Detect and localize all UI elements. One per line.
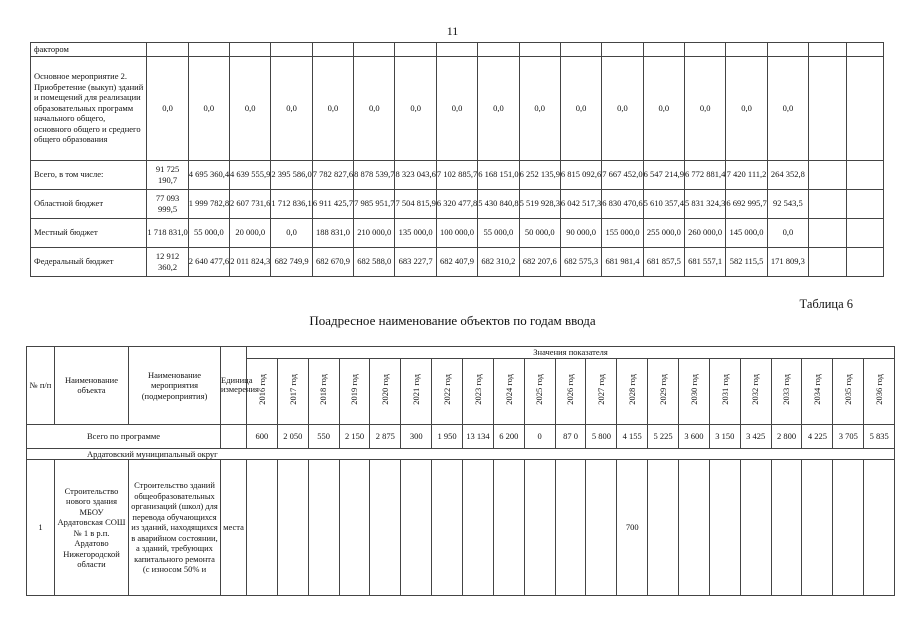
row-label: Областной бюджет [31,189,147,218]
value-cell: 6 252 135,9 [519,160,560,189]
total-label: Всего по программе [27,424,221,448]
total-unit [221,424,247,448]
year-label: 2025 год [534,374,545,406]
value-cell: 6 547 214,9 [643,160,684,189]
empty-cell [809,247,846,276]
value-cell [308,460,339,596]
empty-cell [809,218,846,247]
value-cell [524,460,555,596]
value-cell [560,43,601,57]
year-header [833,358,864,424]
value-cell: 171 809,3 [767,247,808,276]
value-cell [147,43,188,57]
value-cell: 5 430 840,8 [478,189,519,218]
value-cell: 682 575,3 [560,247,601,276]
year-header [740,358,771,424]
year-header [802,358,833,424]
value-cell: 155 000,0 [602,218,643,247]
total-cell: 550 [308,424,339,448]
value-cell: 145 000,0 [726,218,767,247]
value-cell: 0,0 [147,56,188,160]
year-header [432,358,463,424]
header-values-group: Значения показателя [247,347,895,359]
value-cell: 681 557,1 [685,247,726,276]
value-cell: 6 168 151,0 [478,160,519,189]
value-cell: 582 115,5 [726,247,767,276]
budget-table [30,42,884,277]
value-cell [247,460,278,596]
year-header [463,358,494,424]
value-cell: 0,0 [643,56,684,160]
row-object: Строительство нового здания МБОУ Ардатовская СОШ № 1 в р.п. Ардатово Нижегородской области [55,460,129,596]
value-cell: 77 093 999,5 [147,189,188,218]
empty-cell [846,247,884,276]
value-cell: 5 519 928,3 [519,189,560,218]
row-label: Федеральный бюджет [31,247,147,276]
total-cell: 3 600 [679,424,710,448]
value-cell: 682 207,6 [519,247,560,276]
value-cell: 682 670,9 [312,247,353,276]
value-cell: 1 999 782,8 [188,189,229,218]
value-cell: 135 000,0 [395,218,436,247]
year-header [586,358,617,424]
value-cell [726,43,767,57]
row-label: Основное мероприятие 2. Приобретение (выкуп) зданий и помещений для реализации образовательных программ начального общего, основного общего и среднего общего образования [31,56,147,160]
value-cell [648,460,679,596]
total-cell: 2 150 [339,424,370,448]
value-cell: 2 395 586,0 [271,160,312,189]
total-cell: 5 225 [648,424,679,448]
value-cell: 2 607 731,6 [230,189,271,218]
value-cell: 0,0 [354,56,395,160]
total-cell: 5 835 [864,424,895,448]
empty-cell [846,189,884,218]
value-cell: 0,0 [602,56,643,160]
section-row: Ардатовский муниципальный округ [27,448,895,460]
value-cell: 7 667 452,0 [602,160,643,189]
year-label: 2035 год [843,374,853,406]
value-cell: 682 749,9 [271,247,312,276]
row-measure: Строительство зданий общеобразовательных организаций (школ) для перевода обучающихся из зданий, находящихся в аварийном состоянии, а зданий, требующих капитального ремонта (с износом 50% и [129,460,221,596]
empty-cell [846,43,884,57]
value-cell [436,43,477,57]
value-cell: 6 911 425,7 [312,189,353,218]
value-cell: 7 985 951,7 [354,189,395,218]
value-cell: 0,0 [519,56,560,160]
total-cell: 300 [401,424,432,448]
value-cell: 5 831 324,3 [685,189,726,218]
value-cell: 0,0 [726,56,767,160]
total-cell: 5 800 [586,424,617,448]
value-cell [188,43,229,57]
year-label: 2030 год [688,374,699,406]
value-cell [354,43,395,57]
table-row [31,160,884,189]
table-title: Поадресное наименование объектов по годам ввода [309,313,596,328]
year-header [339,358,370,424]
year-header [864,358,895,424]
value-cell: 2 011 824,3 [230,247,271,276]
value-cell: 188 831,0 [312,218,353,247]
value-cell: 92 543,5 [767,189,808,218]
value-cell [767,43,808,57]
year-label: 2016 год [256,374,267,406]
empty-cell [809,56,846,160]
value-cell [493,460,524,596]
year-header [308,358,339,424]
value-cell [271,43,312,57]
year-label: 2033 год [781,374,792,406]
value-cell: 0,0 [685,56,726,160]
total-cell: 2 800 [771,424,802,448]
value-cell: 0,0 [271,56,312,160]
year-header [524,358,555,424]
empty-cell [809,189,846,218]
value-cell: 0,0 [767,218,808,247]
total-cell: 1 950 [432,424,463,448]
value-cell: 0,0 [395,56,436,160]
value-cell [802,460,833,596]
total-cell: 2 875 [370,424,401,448]
value-cell: 4 695 360,4 [188,160,229,189]
year-label: 2032 год [750,374,761,406]
value-cell: 20 000,0 [230,218,271,247]
year-label: 2024 год [503,374,514,406]
year-label: 2018 год [318,374,329,406]
row-unit: места [221,460,247,596]
value-cell: 90 000,0 [560,218,601,247]
empty-cell [846,160,884,189]
year-header [679,358,710,424]
value-cell [395,43,436,57]
header-unit: Единица измерения [221,347,247,425]
value-cell: 260 000,0 [685,218,726,247]
value-cell [339,460,370,596]
value-cell: 1 718 831,0 [147,218,188,247]
value-cell [277,460,308,596]
objects-table [26,346,895,596]
year-header [555,358,586,424]
value-cell: 7 420 111,2 [726,160,767,189]
year-label: 2021 год [410,374,421,406]
header-measure: Наименование мероприятия (подмероприятия) [129,347,221,425]
year-label: 2023 год [472,374,483,406]
year-header [617,358,648,424]
value-cell: 0,0 [230,56,271,160]
value-cell [555,460,586,596]
year-header [370,358,401,424]
value-cell [864,460,895,596]
value-cell: 8 878 539,7 [354,160,395,189]
value-cell [370,460,401,596]
value-cell: 4 639 555,9 [230,160,271,189]
value-cell: 6 815 092,6 [560,160,601,189]
row-label: Местный бюджет [31,218,147,247]
empty-cell [809,160,846,189]
value-cell: 12 912 360,2 [147,247,188,276]
value-cell: 55 000,0 [188,218,229,247]
row-label: фактором [31,43,147,57]
empty-cell [846,56,884,160]
value-cell: 0,0 [767,56,808,160]
table-row [31,56,884,160]
value-cell: 55 000,0 [478,218,519,247]
year-header [709,358,740,424]
value-cell [685,43,726,57]
total-cell: 13 134 [463,424,494,448]
value-cell: 0,0 [312,56,353,160]
total-cell: 2 050 [277,424,308,448]
value-cell [230,43,271,57]
value-cell: 91 725 190,7 [147,160,188,189]
value-cell: 2 640 477,6 [188,247,229,276]
value-cell [740,460,771,596]
year-header [771,358,802,424]
empty-cell [809,43,846,57]
value-cell [432,460,463,596]
value-cell: 6 830 470,6 [602,189,643,218]
value-cell: 0,0 [560,56,601,160]
total-cell: 87 0 [555,424,586,448]
value-cell [312,43,353,57]
empty-cell [846,218,884,247]
table-row [31,189,884,218]
value-cell: 8 323 043,6 [395,160,436,189]
value-cell [643,43,684,57]
header-num: № п/п [27,347,55,425]
page-number: 11 [446,24,459,38]
value-cell: 0,0 [188,56,229,160]
year-label: 2034 год [812,374,823,406]
year-label: 2026 год [565,374,576,406]
value-cell [478,43,519,57]
value-cell [709,460,740,596]
value-cell: 0,0 [478,56,519,160]
value-cell: 681 981,4 [602,247,643,276]
year-label: 2019 год [349,374,360,406]
total-cell: 600 [247,424,278,448]
value-cell: 6 772 881,4 [685,160,726,189]
table-row [31,43,884,57]
value-cell: 5 610 357,4 [643,189,684,218]
value-cell [463,460,494,596]
value-cell [401,460,432,596]
row-num: 1 [27,460,55,596]
year-header [401,358,432,424]
value-cell: 700 [617,460,648,596]
total-cell: 3 425 [740,424,771,448]
value-cell: 210 000,0 [354,218,395,247]
value-cell: 100 000,0 [436,218,477,247]
value-cell: 682 588,0 [354,247,395,276]
value-cell: 6 042 517,3 [560,189,601,218]
row-label: Всего, в том числе: [31,160,147,189]
total-cell: 6 200 [493,424,524,448]
value-cell [586,460,617,596]
year-header [277,358,308,424]
value-cell [602,43,643,57]
value-cell [679,460,710,596]
value-cell: 0,0 [436,56,477,160]
value-cell: 682 407,9 [436,247,477,276]
value-cell: 50 000,0 [519,218,560,247]
year-label: 2027 год [596,374,607,406]
year-label: 2022 год [441,374,452,406]
value-cell: 1 712 836,1 [271,189,312,218]
year-header [648,358,679,424]
total-cell: 4 155 [617,424,648,448]
value-cell: 7 102 885,7 [436,160,477,189]
value-cell: 7 782 827,6 [312,160,353,189]
header-object: Наименование объекта [55,347,129,425]
year-label: 2029 год [657,374,668,406]
value-cell: 6 692 995,7 [726,189,767,218]
value-cell [771,460,802,596]
total-cell: 4 225 [802,424,833,448]
value-cell: 255 000,0 [643,218,684,247]
total-cell: 3 150 [709,424,740,448]
year-label: 2031 год [719,374,730,406]
value-cell: 6 320 477,8 [436,189,477,218]
table-row [31,247,884,276]
value-cell: 682 310,2 [478,247,519,276]
year-label: 2036 год [873,374,884,406]
value-cell: 7 504 815,9 [395,189,436,218]
total-cell: 3 705 [833,424,864,448]
table-row [31,218,884,247]
table-caption: Таблица 6 [799,297,853,311]
value-cell: 681 857,5 [643,247,684,276]
year-label: 2017 год [287,374,298,406]
year-label: 2028 год [626,374,637,406]
value-cell [519,43,560,57]
value-cell: 264 352,8 [767,160,808,189]
year-label: 2020 год [380,374,391,406]
total-cell: 0 [524,424,555,448]
value-cell [833,460,864,596]
value-cell: 683 227,7 [395,247,436,276]
value-cell: 0,0 [271,218,312,247]
year-header [493,358,524,424]
